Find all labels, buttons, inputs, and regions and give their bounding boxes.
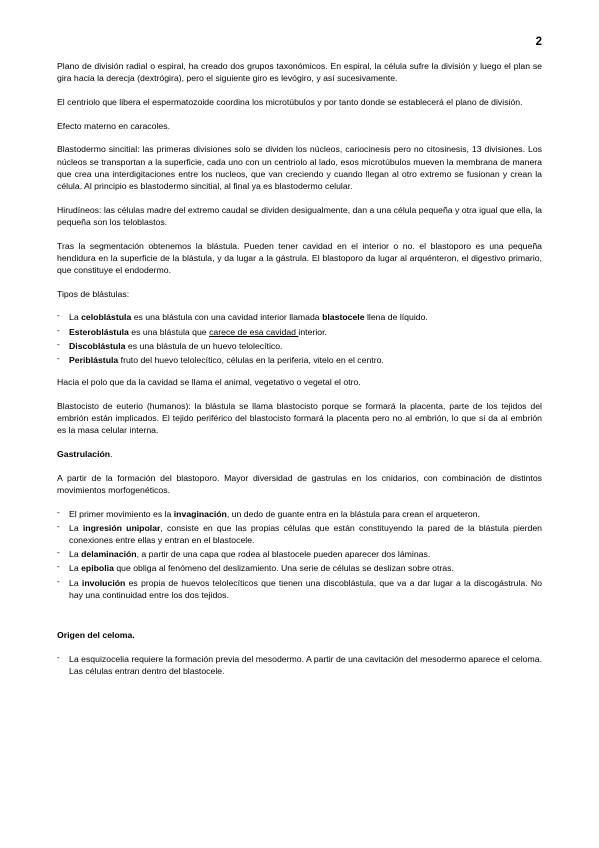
page-number: 2 bbox=[535, 36, 542, 48]
paragraph-division-plane: Plano de división radial o espiral, ha creado dos grupos taxonómicos. En espiral, la célula sufre la división y luego el plan se gira hacia la derecja (dextrógira), pero el siguiente giro es levógiro, y así sucesivamente. bbox=[57, 61, 542, 84]
heading-coelom-origin: Origen del celoma. bbox=[57, 630, 135, 640]
paragraph-blastocyst: Blastocisto de euterio (humanos): la blástula se llama blastocisto porque se formará la placenta, parte de los tejidos del embrión están implicados. El tejido periférico del blastocisto formará la placenta pero no al embrión, lo que si da al embrión es la masa celular interna. bbox=[57, 400, 542, 436]
paragraph-maternal-effect: Efecto materno en caracoles. bbox=[57, 120, 170, 131]
paragraph-blastula: Tras la segmentación obtenemos la blástula. Pueden tener cavidad en el interior o no. el blastoporo es una pequeña hendidura en la superficie de la blástula, y da lugar a la gástrula. El blastoporo da lugar al arquénteron, el digestivo primario, que constituye el endodermo. bbox=[57, 240, 542, 275]
list-item-periblastula: - Periblástula fruto del huevo telolecítico, células en la periferia, vitelo en el centro. bbox=[57, 354, 542, 366]
list-item-invagination: - El primer movimiento es la invaginación, un dedo de guante entra en la blástula para crean el arqueteron. bbox=[57, 508, 542, 520]
gastrulation-movements-list bbox=[57, 508, 542, 601]
coelom-list bbox=[57, 653, 542, 677]
paragraph-hirudineans: Hirudíneos: las células madre del extremo caudal se dividen desigualmente, dan a una célula pequeña y otra igual que ella, la pequeña son los teloblastos. bbox=[57, 204, 542, 227]
list-item-unipolar-ingression: - La ingresión unipolar, consiste en que las propias células que están constituyendo la pared de la blástula pierden conexiones entre ellas y entran en el blastocele. bbox=[57, 522, 542, 546]
paragraph-syncytial-blastoderm: Blastodermo sincitial: las primeras divisiones solo se dividen los núcleos, cariocinesis pero no citosinesis, 13 divisiones. Los núcleos se transportan a la superficie, cada uno con un centriolo al lado, esos microtúbulos mueven la membrana de manera que crea una interdigitaciones entre los nucleos, que van creciendo y cuando llegan al otro extremo se fusionan y crean la célula. Al principio es blastodermo sincitial, al final ya es blastodermo celular. bbox=[57, 144, 542, 191]
paragraph-centriole: El centriolo que libera el espermatozoide coordina los microtúbulos y por tanto donde se establecerá el plano de división. bbox=[57, 96, 523, 107]
list-item-celoblastula: - La celoblástula es una blástula con una cavidad interior llamada blastocele llena de líquido. bbox=[57, 311, 542, 323]
paragraph-gastrulation-intro: A partir de la formación del blastoporo. Mayor diversidad de gastrulas en los cnidarios, con combinación de distintos movimientos morfogenéticos. bbox=[57, 472, 542, 495]
heading-gastrulation: Gastrulación. bbox=[57, 448, 113, 459]
list-item-involution: - La involución es propia de huevos telolecíticos que tienen una discoblástula, que va a dar lugar a la discogástrula. No hay una continuidad entre los dos tejidos. bbox=[57, 577, 542, 601]
paragraph-poles: Hacia el polo que da la cavidad se llama el animal, vegetativo o vegetal el otro. bbox=[57, 377, 361, 388]
list-item-epiboly: - La epibolia que obliga al fenómeno del deslizamiento. Una serie de células se deslizan sobre otras. bbox=[57, 562, 542, 574]
list-item-esteroblastula: - Esteroblástula es una blástula que carece de esa cavidad interior. bbox=[57, 326, 542, 338]
blastula-types-list bbox=[57, 311, 542, 366]
page-body bbox=[57, 60, 542, 687]
list-item-delamination: - La delaminación, a partir de una capa que rodea al blastocele pueden aparecer dos láminas. bbox=[57, 548, 542, 560]
list-item-schizocoely: - La esquizocelia requiere la formación previa del mesodermo. A partir de una cavitación del mesodermo aparece el celoma. Las células entran dentro del blastocele. bbox=[57, 653, 542, 677]
list-item-discoblastula: - Discoblástula es una blástula de un huevo telolecítico. bbox=[57, 340, 542, 352]
paragraph-blastula-types-intro: Tipos de blástulas: bbox=[57, 288, 130, 299]
